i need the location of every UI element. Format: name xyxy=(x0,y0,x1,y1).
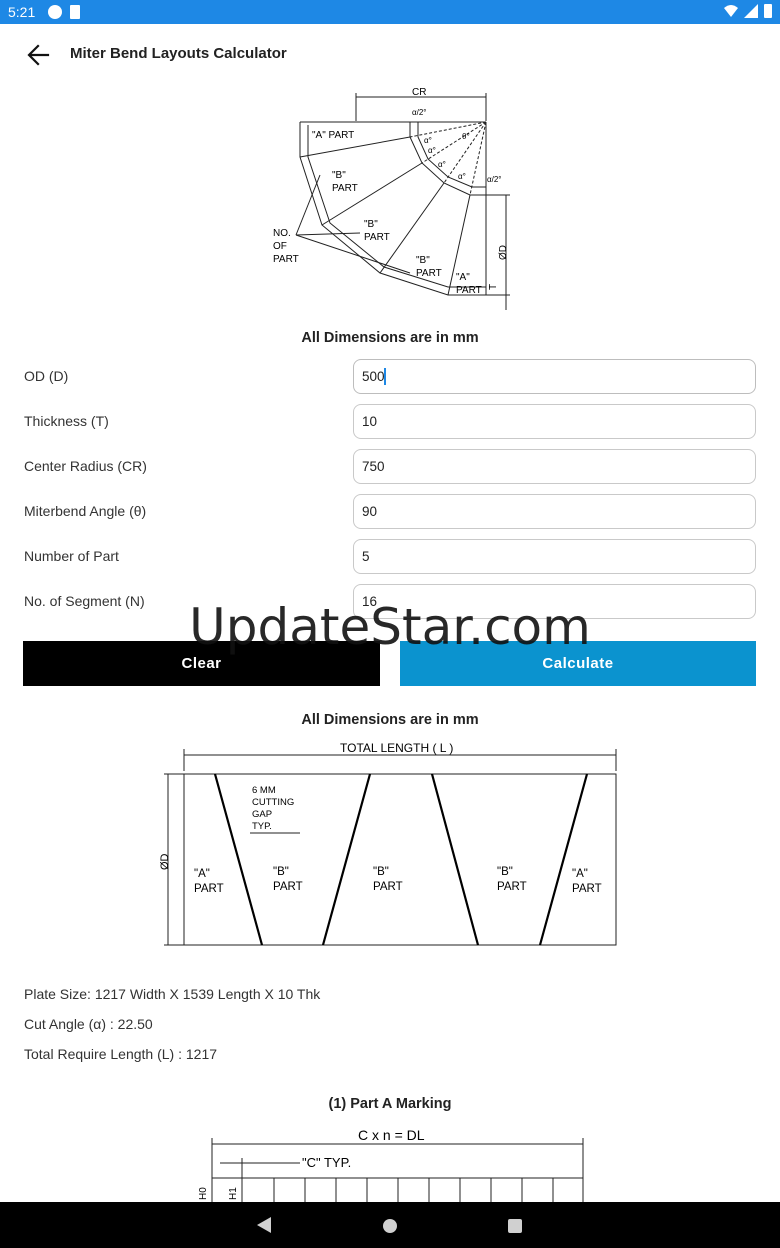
segments-label-text: No. of Segment (N) xyxy=(24,593,145,609)
plate-size-text: Plate Size: 1217 Width X 1539 Length X 10 Thk xyxy=(24,986,321,1002)
miter-bend-diagram xyxy=(260,85,520,325)
alpha-half-top: α/2° xyxy=(412,108,427,117)
angle-input[interactable] xyxy=(353,494,756,529)
part-a-marking-diagram xyxy=(190,1120,590,1202)
part-b3-l2: PART xyxy=(416,268,442,279)
segments-row xyxy=(0,584,780,620)
layout-b1-l2: PART xyxy=(273,881,303,893)
part-a-top: "A" PART xyxy=(312,130,355,141)
nav-back-icon[interactable] xyxy=(256,1216,272,1234)
text-caret xyxy=(384,368,386,385)
c-typ-label: "C" TYP. xyxy=(302,1155,352,1170)
theta-label: θ° xyxy=(462,132,470,141)
od-dim-label: ØD xyxy=(159,853,171,870)
od-label: ØD xyxy=(498,245,509,260)
od-label-text: OD (D) xyxy=(24,368,69,384)
wifi-icon xyxy=(724,4,738,18)
gap-l4: TYP. xyxy=(252,821,272,832)
layout-a1-l2: PART xyxy=(194,883,224,895)
sd-card-icon xyxy=(70,5,80,19)
app-bar xyxy=(0,24,780,86)
t-label: T xyxy=(488,283,499,290)
segments-input[interactable] xyxy=(353,584,756,619)
back-arrow-icon[interactable] xyxy=(24,40,54,70)
dims-note-bottom: All Dimensions are in mm xyxy=(301,712,479,728)
center-radius-label-text: Center Radius (CR) xyxy=(24,458,147,474)
part-a-right-l1: "A" xyxy=(456,272,470,283)
gap-l3: GAP xyxy=(252,809,273,820)
battery-icon xyxy=(764,4,772,18)
thickness-row xyxy=(0,404,780,440)
part-b1-l1: "B" xyxy=(332,170,346,181)
layout-b1-l1: "B" xyxy=(273,866,289,878)
alpha-3: α° xyxy=(458,172,466,181)
center-radius-row xyxy=(0,449,780,485)
clear-button[interactable]: Clear xyxy=(23,641,380,686)
total-length-label: TOTAL LENGTH ( L ) xyxy=(340,741,454,755)
layout-b2-l1: "B" xyxy=(373,866,389,878)
alpha-half-right: α/2° xyxy=(487,175,502,184)
part-b3-l1: "B" xyxy=(416,255,430,266)
formula-label: C x n = DL xyxy=(358,1127,425,1143)
alpha-2: α° xyxy=(438,160,446,169)
parts-row xyxy=(0,539,780,575)
od-row xyxy=(0,359,780,395)
notification-icon xyxy=(48,5,62,19)
gap-l2: CUTTING xyxy=(252,797,295,808)
no-of-part-l1: NO. xyxy=(273,228,291,239)
angle-row xyxy=(0,494,780,530)
nav-home-icon[interactable] xyxy=(383,1219,397,1233)
plate-layout-diagram xyxy=(150,735,630,955)
status-time: 5:21 xyxy=(8,4,36,20)
status-bar xyxy=(0,0,780,24)
calculate-button[interactable]: Calculate xyxy=(400,641,756,686)
cr-label: CR xyxy=(412,87,427,98)
part-a-right-l2: PART xyxy=(456,285,482,296)
part-b2-l1: "B" xyxy=(364,219,378,230)
h1-label: H1 xyxy=(228,1187,239,1200)
part-a-marking-title: (1) Part A Marking xyxy=(328,1096,452,1112)
layout-a1-l1: "A" xyxy=(194,868,210,880)
alpha-1: α° xyxy=(424,136,432,145)
layout-b2-l2: PART xyxy=(373,881,403,893)
system-nav-bar xyxy=(0,1202,780,1248)
layout-b3-l1: "B" xyxy=(497,866,513,878)
dims-note-top: All Dimensions are in mm xyxy=(301,330,479,346)
h0-label: H0 xyxy=(198,1187,209,1200)
od-input[interactable] xyxy=(353,359,756,394)
parts-input[interactable] xyxy=(353,539,756,574)
nav-recents-icon[interactable] xyxy=(508,1219,522,1233)
no-of-part-l2: OF xyxy=(273,241,287,252)
watermark: UpdateStar.com xyxy=(189,598,591,656)
center-radius-input[interactable] xyxy=(353,449,756,484)
no-of-part-l3: PART xyxy=(273,254,299,265)
layout-a2-l2: PART xyxy=(572,883,602,895)
thickness-label-text: Thickness (T) xyxy=(24,413,109,429)
signal-icon xyxy=(744,4,758,18)
layout-a2-l1: "A" xyxy=(572,868,588,880)
part-b2-l2: PART xyxy=(364,232,390,243)
alpha-4: α° xyxy=(428,146,436,155)
part-b1-l2: PART xyxy=(332,183,358,194)
cut-angle-text: Cut Angle (α) : 22.50 xyxy=(24,1016,153,1032)
thickness-input[interactable] xyxy=(353,404,756,439)
angle-label-text: Miterbend Angle (θ) xyxy=(24,503,147,519)
gap-l1: 6 MM xyxy=(252,785,276,796)
parts-label-text: Number of Part xyxy=(24,548,119,564)
layout-b3-l2: PART xyxy=(497,881,527,893)
page-title: Miter Bend Layouts Calculator xyxy=(70,45,287,62)
total-length-text: Total Require Length (L) : 1217 xyxy=(24,1046,218,1062)
